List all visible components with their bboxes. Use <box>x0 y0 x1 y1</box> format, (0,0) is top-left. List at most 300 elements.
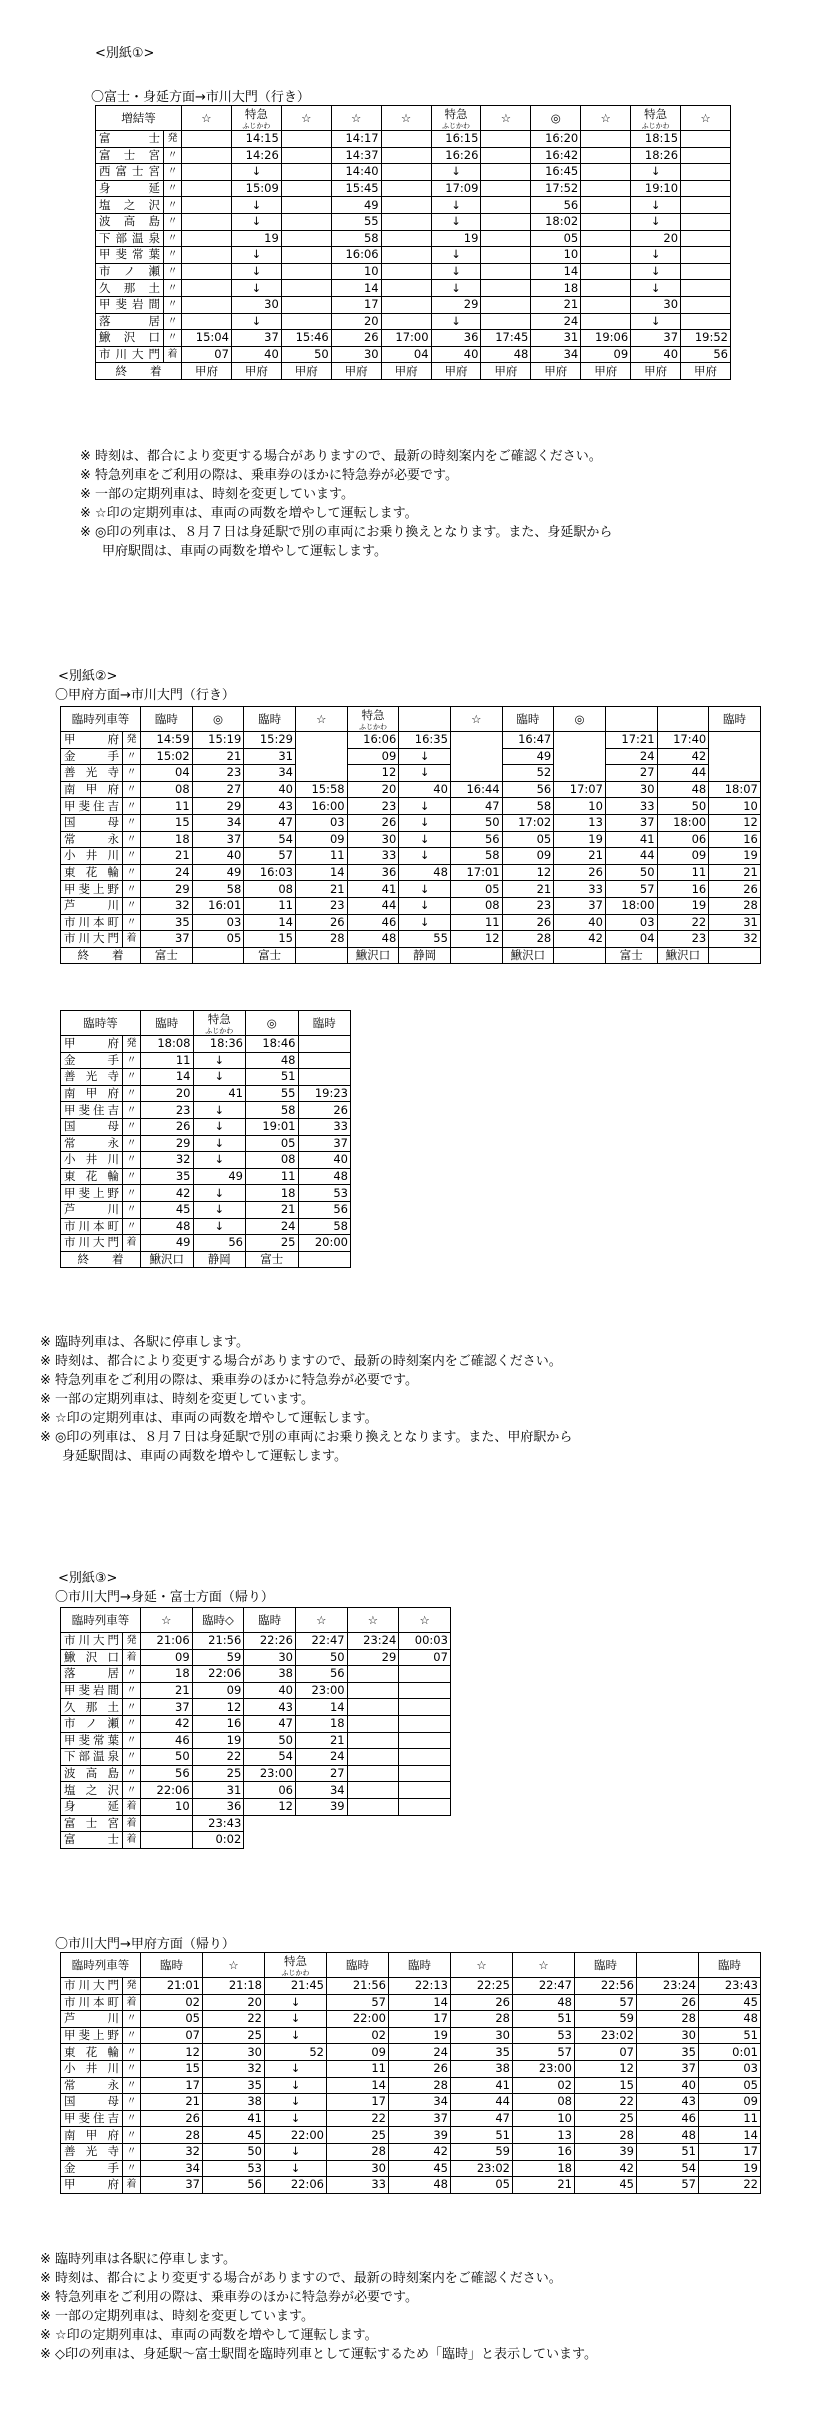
time-cell: 28 <box>637 2011 699 2028</box>
time-cell: 17:00 <box>381 330 431 347</box>
time-cell: 22:06 <box>141 1782 193 1799</box>
time-cell: 26 <box>141 1118 194 1135</box>
header-cell <box>141 707 193 732</box>
table-row <box>61 798 761 815</box>
time-cell <box>681 164 731 181</box>
time-cell <box>681 180 731 197</box>
time-cell: ↓ <box>399 881 451 898</box>
time-cell: 21 <box>246 1201 299 1218</box>
time-cell: 45 <box>699 1994 761 2011</box>
table-row <box>61 1152 351 1169</box>
time-cell <box>581 280 631 297</box>
station-name: 市川本町 <box>61 1218 123 1235</box>
station-name: 市ノ瀬 <box>96 263 164 280</box>
header-cell-text: ◎ <box>212 711 223 726</box>
time-cell: 18 <box>141 1666 193 1683</box>
station-name: 甲斐住吉 <box>61 1102 123 1119</box>
time-cell: 48 <box>657 781 709 798</box>
time-cell: 24 <box>141 864 193 881</box>
note-line: ※ 時刻は、都合により変更する場合がありますので、最新の時刻案内をご確認ください。 <box>40 1354 562 1369</box>
time-cell: 15:19 <box>192 732 244 749</box>
time-cell: 05 <box>141 2011 203 2028</box>
table-row <box>61 897 761 914</box>
stop-mark: 発 <box>123 1036 141 1053</box>
header-cell <box>347 707 399 732</box>
table-row <box>61 1052 351 1069</box>
station-name: 国 母 <box>61 814 123 831</box>
time-cell <box>381 230 431 247</box>
time-cell: 21 <box>295 881 347 898</box>
time-cell <box>347 1732 399 1749</box>
header-cell-text: 臨時 <box>160 1957 183 1972</box>
time-cell: 58 <box>331 230 381 247</box>
header-cell-text: 臨時 <box>155 1015 179 1030</box>
header-cell <box>637 1953 699 1978</box>
time-cell: 16:03 <box>244 864 296 881</box>
time-cell <box>281 263 331 280</box>
table-row <box>61 1666 451 1683</box>
station-name: 市川大門 <box>61 1978 123 1995</box>
time-cell: 14 <box>295 864 347 881</box>
stop-mark: 〃 <box>164 330 182 347</box>
note-line: ※ ☆印の定期列車は、車両の両数を増やして運転します。 <box>40 1411 378 1426</box>
terminal-cell: 甲府 <box>631 363 681 380</box>
time-cell: 43 <box>637 2094 699 2111</box>
header-cell-text: 臨時 <box>594 1957 617 1972</box>
time-cell <box>381 213 431 230</box>
note-line: ※ 時刻は、都合により変更する場合がありますので、最新の時刻案内をご確認ください。 <box>40 2271 562 2286</box>
time-cell: 42 <box>141 1715 193 1732</box>
station-name: 甲斐岩間 <box>61 1682 123 1699</box>
time-cell: 31 <box>531 330 581 347</box>
table-row <box>96 230 731 247</box>
time-cell: 19:06 <box>581 330 631 347</box>
time-cell: 05 <box>451 2177 513 2194</box>
time-cell: 59 <box>575 2011 637 2028</box>
table-row <box>61 1832 451 1849</box>
station-name: 下部温泉 <box>61 1749 123 1766</box>
time-cell: 07 <box>141 2027 203 2044</box>
table-row <box>61 1218 351 1235</box>
time-cell: 17:09 <box>431 180 481 197</box>
time-cell <box>450 765 502 782</box>
time-cell: 56 <box>450 831 502 848</box>
stop-mark: 発 <box>123 1633 141 1650</box>
time-cell: 17 <box>699 2143 761 2160</box>
time-cell: 26 <box>141 2110 203 2127</box>
time-cell <box>182 197 232 214</box>
time-cell: 04 <box>141 765 193 782</box>
time-cell: 10 <box>709 798 761 815</box>
table-row <box>61 1201 351 1218</box>
time-cell: 50 <box>295 1649 347 1666</box>
time-cell: 08 <box>141 781 193 798</box>
time-cell: 32 <box>709 931 761 948</box>
header-cell-text: 特急 <box>644 106 668 121</box>
footer-label: 終 着 <box>61 947 141 964</box>
time-cell: 15:02 <box>141 748 193 765</box>
time-cell: 05 <box>502 831 554 848</box>
time-cell: 26 <box>331 330 381 347</box>
time-cell: 22:47 <box>295 1633 347 1650</box>
time-cell: ↓ <box>193 1218 246 1235</box>
time-cell <box>182 131 232 148</box>
time-cell: ↓ <box>431 213 481 230</box>
station-name: 甲斐常葉 <box>61 1732 123 1749</box>
time-cell: ↓ <box>231 280 281 297</box>
sheet3-title-a: 〇市川大門→身延・富士方面（帰り） <box>55 1590 274 1605</box>
time-cell: 23:43 <box>699 1978 761 1995</box>
time-cell: 28 <box>295 931 347 948</box>
time-cell: 14 <box>327 2077 389 2094</box>
time-cell: 09 <box>657 848 709 865</box>
time-cell: 48 <box>399 864 451 881</box>
time-cell: 40 <box>631 346 681 363</box>
time-cell: 33 <box>554 881 606 898</box>
terminal-cell <box>709 947 761 964</box>
time-cell: 21:56 <box>327 1978 389 1995</box>
time-cell: 11 <box>295 848 347 865</box>
time-cell: 17:21 <box>605 732 657 749</box>
time-cell: 03 <box>605 914 657 931</box>
time-cell: 18:15 <box>631 131 681 148</box>
time-cell: 23:43 <box>192 1815 244 1832</box>
station-name: 常 永 <box>61 1135 123 1152</box>
time-cell: 32 <box>203 2060 265 2077</box>
time-cell: 52 <box>502 765 554 782</box>
time-cell: 14:26 <box>231 147 281 164</box>
station-name: 甲斐上野 <box>61 881 123 898</box>
header-cell-text: ☆ <box>400 110 412 125</box>
time-cell: 19 <box>709 848 761 865</box>
sheet3-notes <box>40 2250 597 2364</box>
terminal-cell: 富士 <box>244 947 296 964</box>
time-cell: 09 <box>327 2044 389 2061</box>
time-cell: 52 <box>265 2044 327 2061</box>
stop-mark: 着 <box>123 1815 141 1832</box>
sheet3-label: <別紙③> <box>58 1571 118 1586</box>
stop-mark: 着 <box>164 346 182 363</box>
time-cell: 02 <box>141 1994 203 2011</box>
terminal-cell: 甲府 <box>281 363 331 380</box>
station-name: 善光寺 <box>61 765 123 782</box>
header-first: 臨時列車等 <box>61 707 141 732</box>
time-cell: 26 <box>298 1102 351 1119</box>
time-cell: 37 <box>389 2110 451 2127</box>
stop-mark: 〃 <box>164 247 182 264</box>
time-cell <box>281 247 331 264</box>
station-name: 小井川 <box>61 1152 123 1169</box>
terminal-cell: 甲府 <box>581 363 631 380</box>
note-line: ※ 一部の定期列車は、時刻を変更しています。 <box>40 1392 314 1407</box>
time-cell: 21 <box>554 848 606 865</box>
time-cell: 14:15 <box>231 131 281 148</box>
time-cell: 22 <box>327 2110 389 2127</box>
time-cell <box>399 1682 451 1699</box>
time-cell: 17 <box>331 296 381 313</box>
note-line: ※ 一部の定期列車は、時刻を変更しています。 <box>80 487 354 502</box>
time-cell: 16:00 <box>295 798 347 815</box>
header-cell-sub: ふじかわ <box>641 121 670 130</box>
time-cell: 19 <box>231 230 281 247</box>
header-cell-sub: ふじかわ <box>242 121 271 130</box>
time-cell: ↓ <box>265 2077 327 2094</box>
time-cell: 14 <box>295 1699 347 1716</box>
header-cell <box>709 707 761 732</box>
time-cell: 19 <box>389 2027 451 2044</box>
time-cell <box>399 1749 451 1766</box>
time-cell: 06 <box>244 1782 296 1799</box>
header-cell-text: ◎ <box>574 711 585 726</box>
station-name: 甲斐常葉 <box>96 247 164 264</box>
time-cell: ↓ <box>231 164 281 181</box>
time-cell: 11 <box>657 864 709 881</box>
time-cell: 57 <box>244 848 296 865</box>
time-cell: 54 <box>637 2160 699 2177</box>
time-cell: 26 <box>709 881 761 898</box>
time-cell: 47 <box>451 2110 513 2127</box>
time-cell: 40 <box>298 1152 351 1169</box>
time-cell <box>381 131 431 148</box>
time-cell: 37 <box>298 1135 351 1152</box>
time-cell: 16 <box>192 1715 244 1732</box>
stop-mark: 〃 <box>164 164 182 181</box>
time-cell <box>399 1798 451 1815</box>
time-cell: ↓ <box>631 213 681 230</box>
station-name: 金 手 <box>61 748 123 765</box>
time-cell <box>681 213 731 230</box>
time-cell: 10 <box>531 247 581 264</box>
terminal-cell: 鰍沢口 <box>657 947 709 964</box>
time-cell <box>481 263 531 280</box>
terminal-cell: 甲府 <box>182 363 232 380</box>
header-cell <box>450 707 502 732</box>
stop-mark: 〃 <box>123 814 141 831</box>
time-cell: 30 <box>605 781 657 798</box>
header-cell-text: 臨時 <box>258 1612 282 1627</box>
time-cell <box>481 213 531 230</box>
stop-mark: 〃 <box>123 1732 141 1749</box>
sheet1-timetable <box>95 105 731 380</box>
time-cell: 57 <box>513 2044 575 2061</box>
stop-mark: 〃 <box>164 296 182 313</box>
time-cell: 40 <box>192 848 244 865</box>
station-name: 小井川 <box>61 2060 123 2077</box>
table-row <box>61 864 761 881</box>
time-cell: 11 <box>327 2060 389 2077</box>
time-cell: 30 <box>347 831 399 848</box>
time-cell: 17 <box>389 2011 451 2028</box>
time-cell: 19:10 <box>631 180 681 197</box>
stop-mark: 〃 <box>123 2143 141 2160</box>
time-cell: 37 <box>231 330 281 347</box>
header-cell-text: ☆ <box>476 1957 487 1972</box>
time-cell: 10 <box>141 1798 193 1815</box>
time-cell <box>381 313 431 330</box>
time-cell: 35 <box>637 2044 699 2061</box>
time-cell: 16:42 <box>531 147 581 164</box>
header-cell-text: ☆ <box>301 110 312 125</box>
time-cell: 24 <box>531 313 581 330</box>
header-cell <box>581 106 631 131</box>
time-cell: 0:01 <box>699 2044 761 2061</box>
time-cell: 28 <box>141 2127 203 2144</box>
stop-mark: 〃 <box>123 1052 141 1069</box>
sheet3-timetable-a <box>60 1607 451 1849</box>
time-cell: 21 <box>502 881 554 898</box>
time-cell: 15 <box>575 2077 637 2094</box>
time-cell <box>281 313 331 330</box>
stop-mark: 着 <box>123 1994 141 2011</box>
time-cell: 17:02 <box>502 814 554 831</box>
time-cell: 23 <box>192 765 244 782</box>
time-cell: 18:36 <box>193 1036 246 1053</box>
time-cell: 14 <box>141 1069 194 1086</box>
time-cell: 16 <box>513 2143 575 2160</box>
time-cell: 58 <box>192 881 244 898</box>
time-cell: 41 <box>347 881 399 898</box>
station-name: 市川大門 <box>61 1235 123 1252</box>
time-cell: 34 <box>141 2160 203 2177</box>
time-cell <box>381 296 431 313</box>
table-row <box>61 1749 451 1766</box>
time-cell: 37 <box>631 330 681 347</box>
time-cell: 18:00 <box>657 814 709 831</box>
station-name: 南甲府 <box>61 1085 123 1102</box>
table-row <box>61 2011 761 2028</box>
time-cell: 56 <box>203 2177 265 2194</box>
time-cell: 05 <box>246 1135 299 1152</box>
time-cell: 48 <box>298 1168 351 1185</box>
time-cell: 17:52 <box>531 180 581 197</box>
time-cell <box>347 1765 399 1782</box>
time-cell <box>281 147 331 164</box>
time-cell: 20 <box>331 313 381 330</box>
time-cell: 11 <box>246 1168 299 1185</box>
terminal-cell: 鰍沢口 <box>141 1251 194 1268</box>
time-cell: 42 <box>575 2160 637 2177</box>
time-cell: 22:25 <box>451 1978 513 1995</box>
time-cell: 04 <box>605 931 657 948</box>
time-cell: 23 <box>657 931 709 948</box>
stop-mark: 〃 <box>123 2011 141 2028</box>
time-cell: 25 <box>203 2027 265 2044</box>
time-cell: 55 <box>399 931 451 948</box>
header-cell <box>298 1011 351 1036</box>
time-cell: 51 <box>699 2027 761 2044</box>
header-cell <box>141 1011 194 1036</box>
time-cell: 07 <box>182 346 232 363</box>
stop-mark: 〃 <box>123 1682 141 1699</box>
time-cell: ↓ <box>193 1201 246 1218</box>
time-cell <box>581 247 631 264</box>
header-cell-text: ☆ <box>316 1612 327 1627</box>
time-cell: 24 <box>389 2044 451 2061</box>
table-row <box>96 313 731 330</box>
time-cell: 24 <box>246 1218 299 1235</box>
time-cell <box>709 765 761 782</box>
time-cell: 34 <box>389 2094 451 2111</box>
table-row <box>61 781 761 798</box>
time-cell: 12 <box>192 1699 244 1716</box>
time-cell: 55 <box>246 1085 299 1102</box>
time-cell <box>681 131 731 148</box>
time-cell: 26 <box>451 1994 513 2011</box>
time-cell: 00:03 <box>399 1633 451 1650</box>
stop-mark: 〃 <box>123 881 141 898</box>
time-cell: ↓ <box>231 197 281 214</box>
table-row <box>96 330 731 347</box>
station-name: 甲斐住吉 <box>61 798 123 815</box>
note-line: ※ ◇印の列車は、身延駅～富士駅間を臨時列車として運転するため「臨時」と表示しています。 <box>40 2347 597 2362</box>
time-cell: 29 <box>431 296 481 313</box>
time-cell <box>347 1782 399 1799</box>
time-cell: 14:59 <box>141 732 193 749</box>
time-cell <box>481 296 531 313</box>
time-cell: 28 <box>502 931 554 948</box>
time-cell: 37 <box>605 814 657 831</box>
header-cell <box>389 1953 451 1978</box>
time-cell: 32 <box>141 2143 203 2160</box>
time-cell <box>554 732 606 749</box>
station-name: 東花輪 <box>61 2044 123 2061</box>
header-cell-text: 特急 <box>444 106 468 121</box>
time-cell: 13 <box>513 2127 575 2144</box>
stop-mark: 〃 <box>123 1715 141 1732</box>
time-cell <box>581 213 631 230</box>
time-cell: 42 <box>657 748 709 765</box>
station-name: 身 延 <box>61 1798 123 1815</box>
time-cell: 59 <box>192 1649 244 1666</box>
time-cell: 19:23 <box>298 1085 351 1102</box>
time-cell: 41 <box>451 2077 513 2094</box>
table-row <box>61 1102 351 1119</box>
stop-mark: 〃 <box>164 230 182 247</box>
note-line: ※ ◎印の列車は、８月７日は身延駅で別の車両にお乗り換えとなります。また、身延駅から <box>80 525 613 540</box>
table-row <box>61 1235 351 1252</box>
table-row <box>96 131 731 148</box>
station-name: 落 居 <box>61 1666 123 1683</box>
header-cell <box>399 1608 451 1633</box>
table-row <box>61 2077 761 2094</box>
time-cell: 21:56 <box>192 1633 244 1650</box>
time-cell: 27 <box>605 765 657 782</box>
time-cell: 18:46 <box>246 1036 299 1053</box>
time-cell: 30 <box>231 296 281 313</box>
time-cell: 35 <box>141 1168 194 1185</box>
time-cell: 50 <box>605 864 657 881</box>
time-cell: 29 <box>347 1649 399 1666</box>
time-cell: 15:45 <box>331 180 381 197</box>
time-cell: 22:00 <box>327 2011 389 2028</box>
note-line: ※ 一部の定期列車は、時刻を変更しています。 <box>40 2309 314 2324</box>
header-cell-text: 臨時 <box>154 711 178 726</box>
time-cell: 48 <box>246 1052 299 1069</box>
sheet2-notes <box>40 1333 572 1466</box>
header-cell-text: ☆ <box>161 1612 172 1627</box>
time-cell: 51 <box>637 2143 699 2160</box>
table-row <box>96 164 731 181</box>
time-cell: 08 <box>450 897 502 914</box>
time-cell <box>347 1798 399 1815</box>
time-cell: 18 <box>531 280 581 297</box>
station-name: 善光寺 <box>61 2143 123 2160</box>
time-cell: 20 <box>347 781 399 798</box>
time-cell: 15:04 <box>182 330 232 347</box>
header-cell <box>451 1953 513 1978</box>
time-cell: 33 <box>605 798 657 815</box>
time-cell: 16:44 <box>450 781 502 798</box>
